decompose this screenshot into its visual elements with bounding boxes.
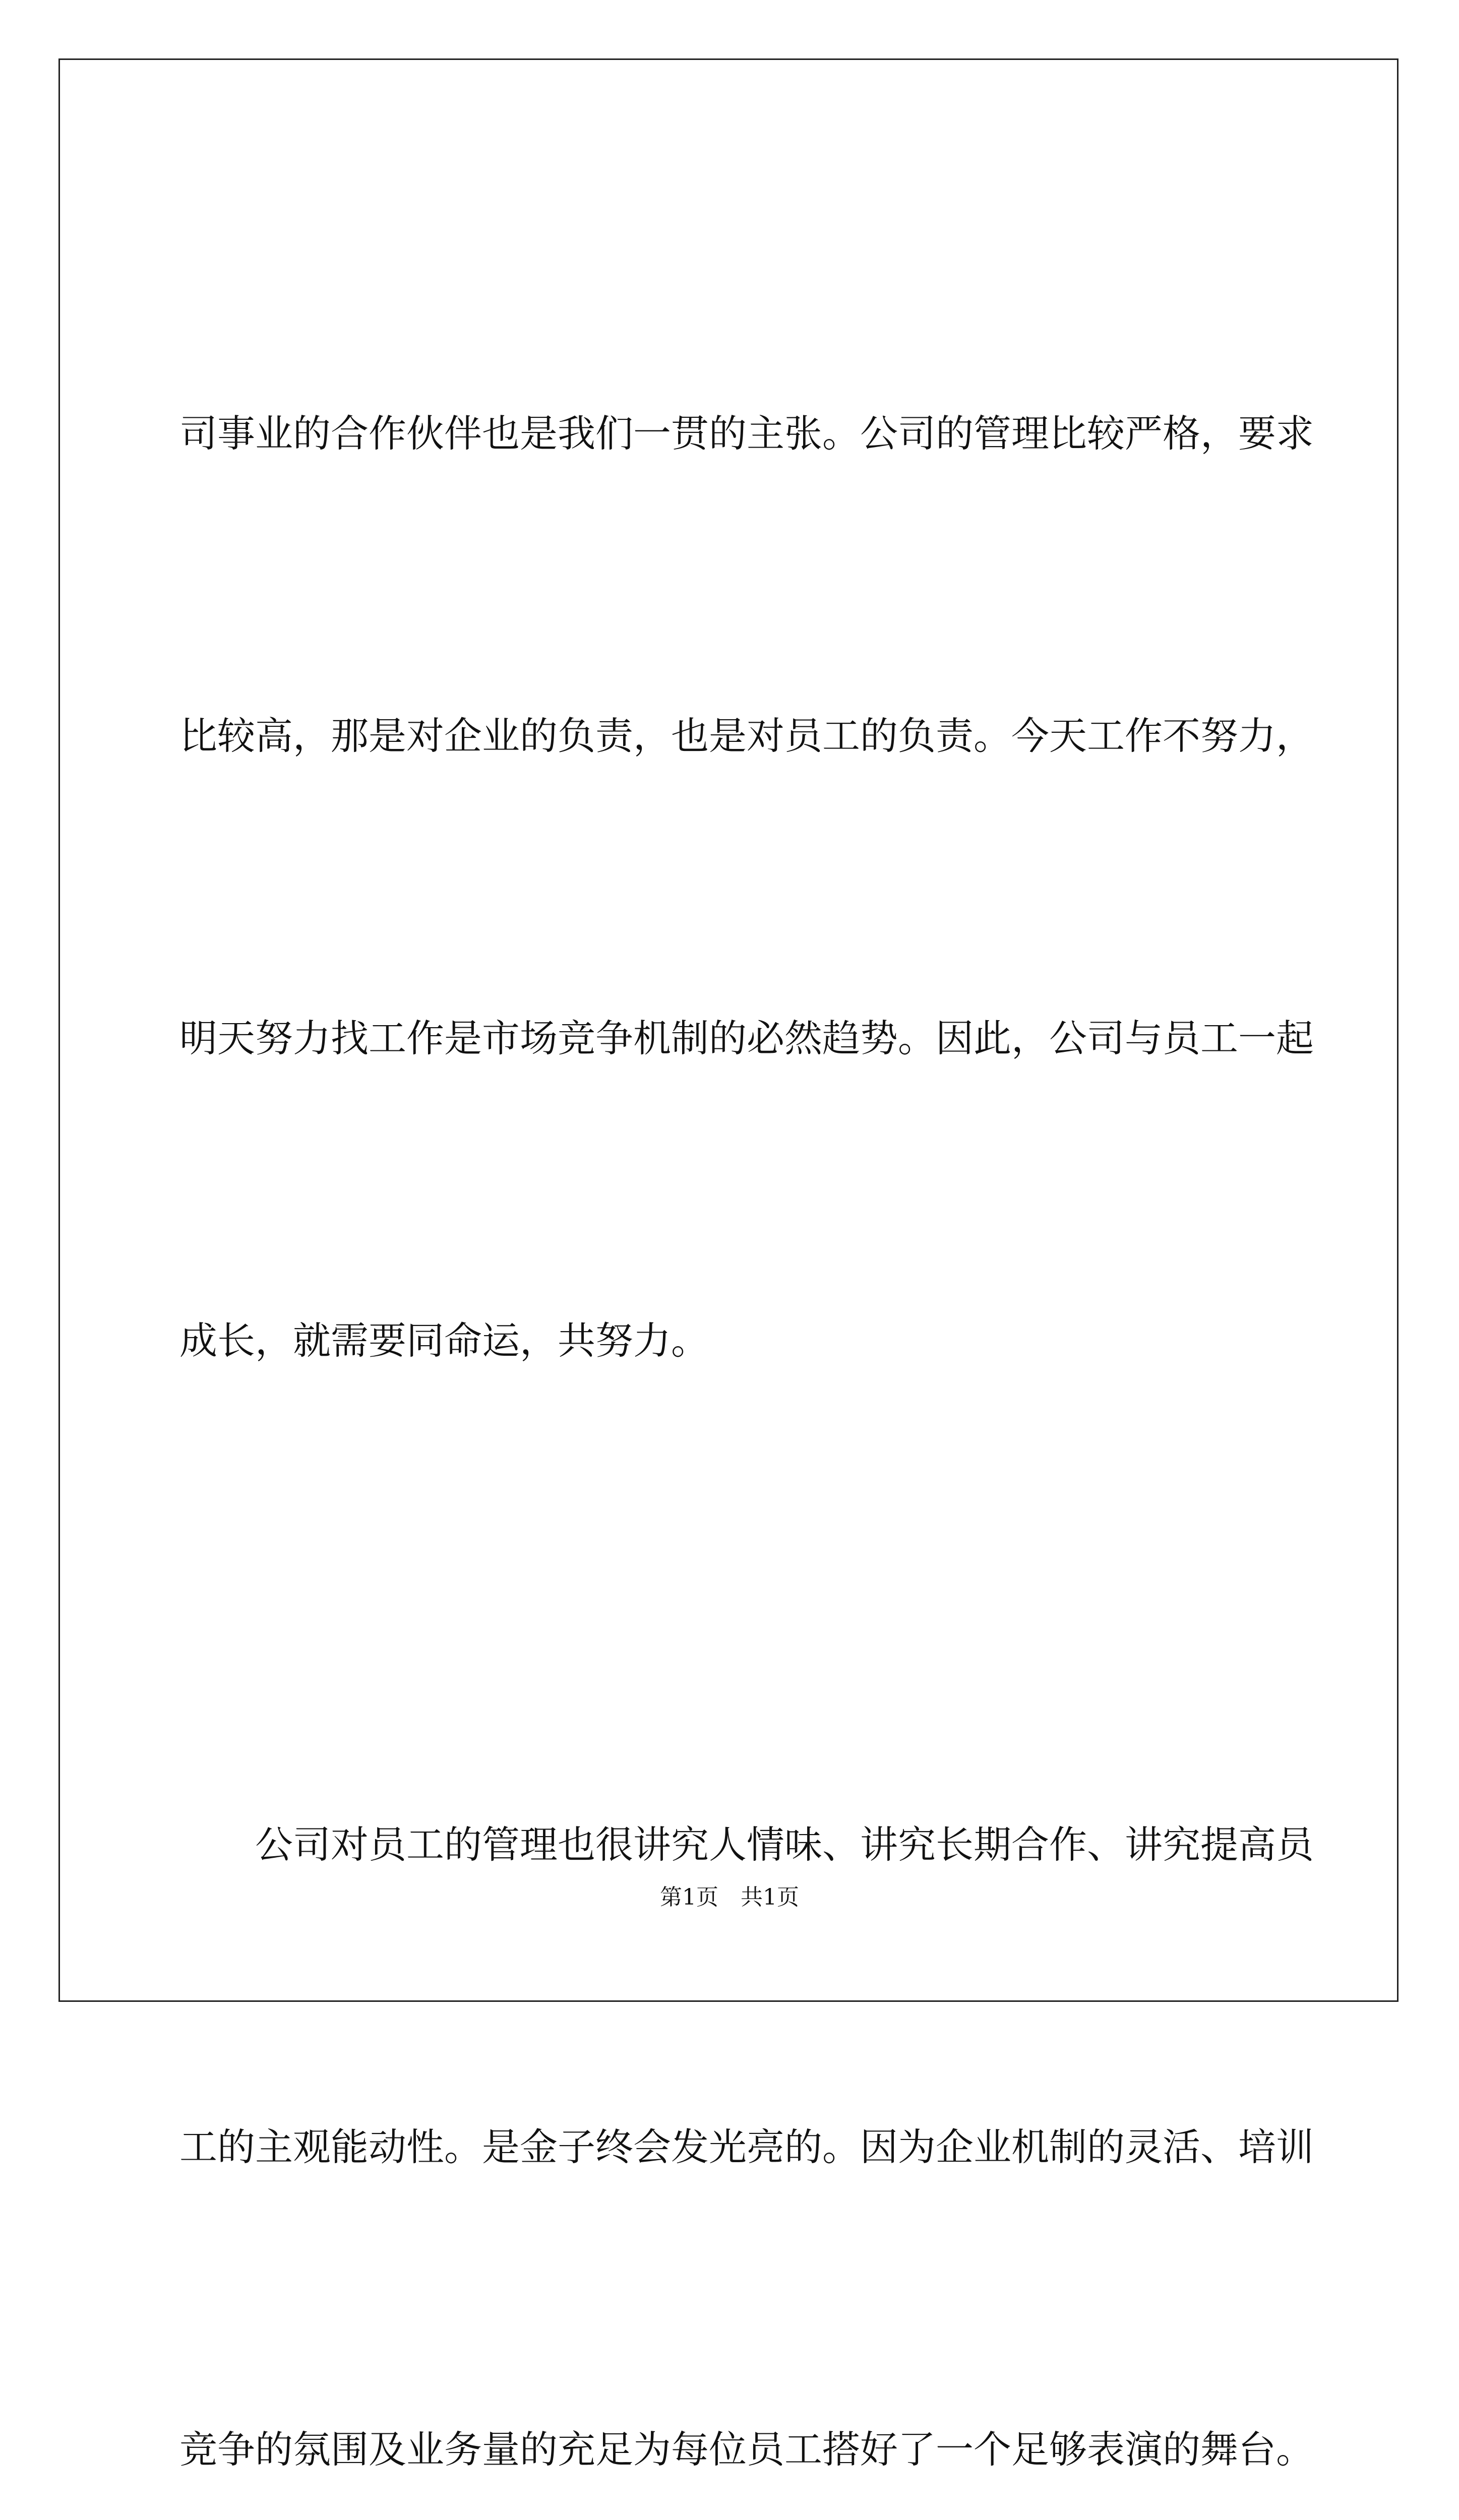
paragraph-1 [179, 181, 1314, 1593]
text-line: 成长，就需要同命运，共努力。 [179, 1318, 709, 1363]
paragraph-2 [179, 1593, 1314, 2520]
text-line: 明天努力找工作是市场竞争机制的必然趋势。因此，公司与员工一起 [179, 1016, 1314, 1060]
text-line: 竞争的氛围及业务量的充足为每位员工搭好了一个足够表演的舞台。 [179, 2427, 1314, 2472]
document-body [179, 181, 1314, 2520]
text-line: 比较高，那是对企业的负责，也是对员工的负责。今天工作不努力， [179, 714, 1314, 758]
text-line: 司事业的合作伙伴也是我们一贯的主张。公司的管理比较严格，要求 [179, 411, 1314, 456]
text-line: 工的主观能动性。是金子终会发光亮的。因为企业机制的灵活、培训 [179, 2125, 1314, 2169]
page-footer: 第1页 共1页 [660, 1884, 799, 1910]
text-line: 公司对员工的管理也很讲究人情味、讲究长期合作、讲究提高员 [179, 1822, 1314, 1867]
